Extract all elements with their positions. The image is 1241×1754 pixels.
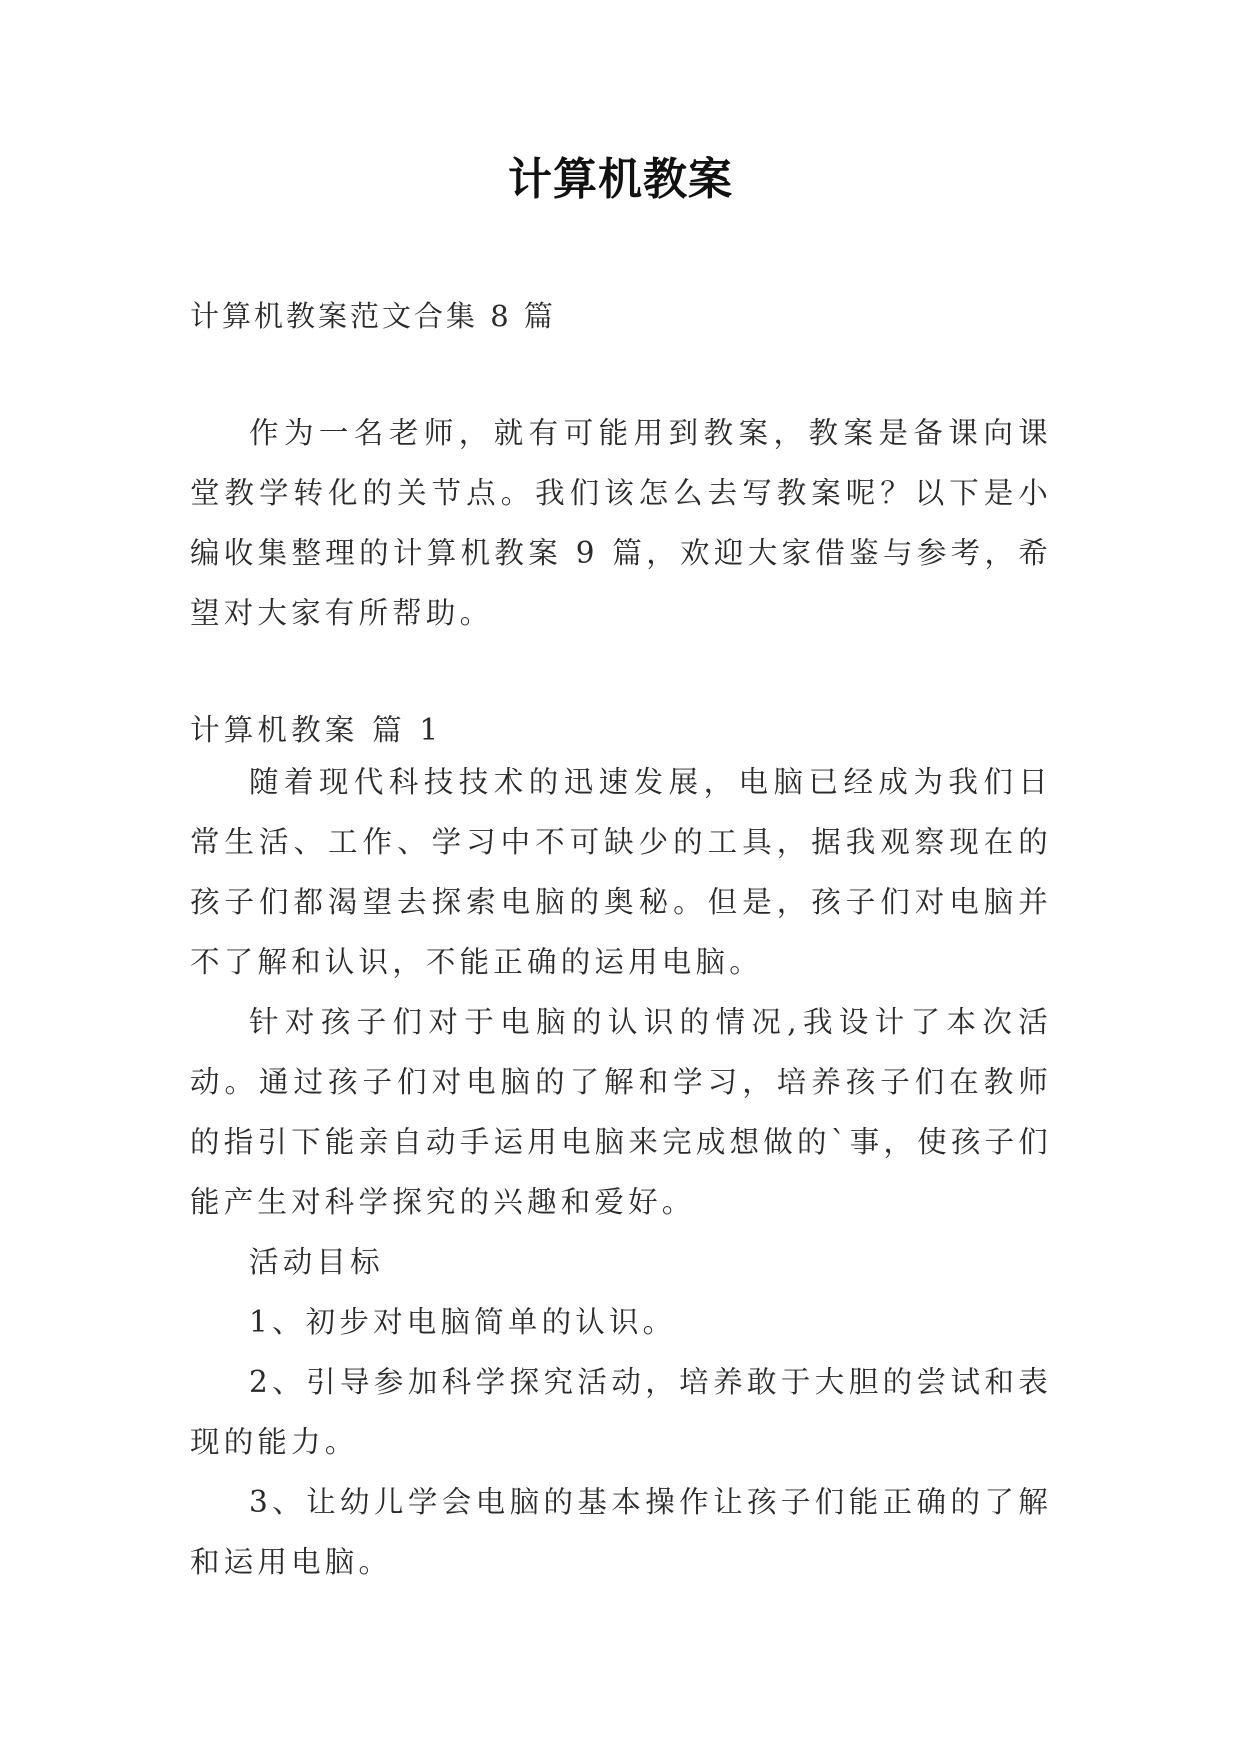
goals-heading: 活动目标 xyxy=(249,1245,384,1279)
section-body xyxy=(190,752,1052,1592)
document-subtitle: 计算机教案范文合集 8 篇 xyxy=(190,299,556,333)
intro-section xyxy=(190,403,1052,643)
goal-item: 3、让幼儿学会电脑的基本操作让孩子们能正确的了解和运用电脑。 xyxy=(190,1485,1052,1579)
goal-item: 1、初步对电脑简单的认识。 xyxy=(249,1305,677,1339)
section-heading: 计算机教案 篇 1 xyxy=(190,713,443,747)
body-paragraph: 针对孩子们对于电脑的认识的情况,我设计了本次活动。通过孩子们对电脑的了解和学习，培养孩子们在教师的指引下能亲自动手运用电脑来完成想做的`事，使孩子们能产生对科学探究的兴趣和爱好。 xyxy=(190,1005,1052,1219)
intro-paragraph: 作为一名老师，就有可能用到教案，教案是备课向课堂教学转化的关节点。我们该怎么去写教案呢？以下是小编收集整理的计算机教案 9 篇，欢迎大家借鉴与参考，希望对大家有所帮助。 xyxy=(190,416,1052,630)
body-paragraph: 随着现代科技技术的迅速发展，电脑已经成为我们日常生活、工作、学习中不可缺少的工具，据我观察现在的孩子们都渴望去探索电脑的奥秘。但是，孩子们对电脑并不了解和认识，不能正确的运用电脑。 xyxy=(190,765,1052,979)
goal-item: 2、引导参加科学探究活动，培养敢于大胆的尝试和表现的能力。 xyxy=(190,1365,1052,1459)
document-title: 计算机教案 xyxy=(508,154,733,205)
